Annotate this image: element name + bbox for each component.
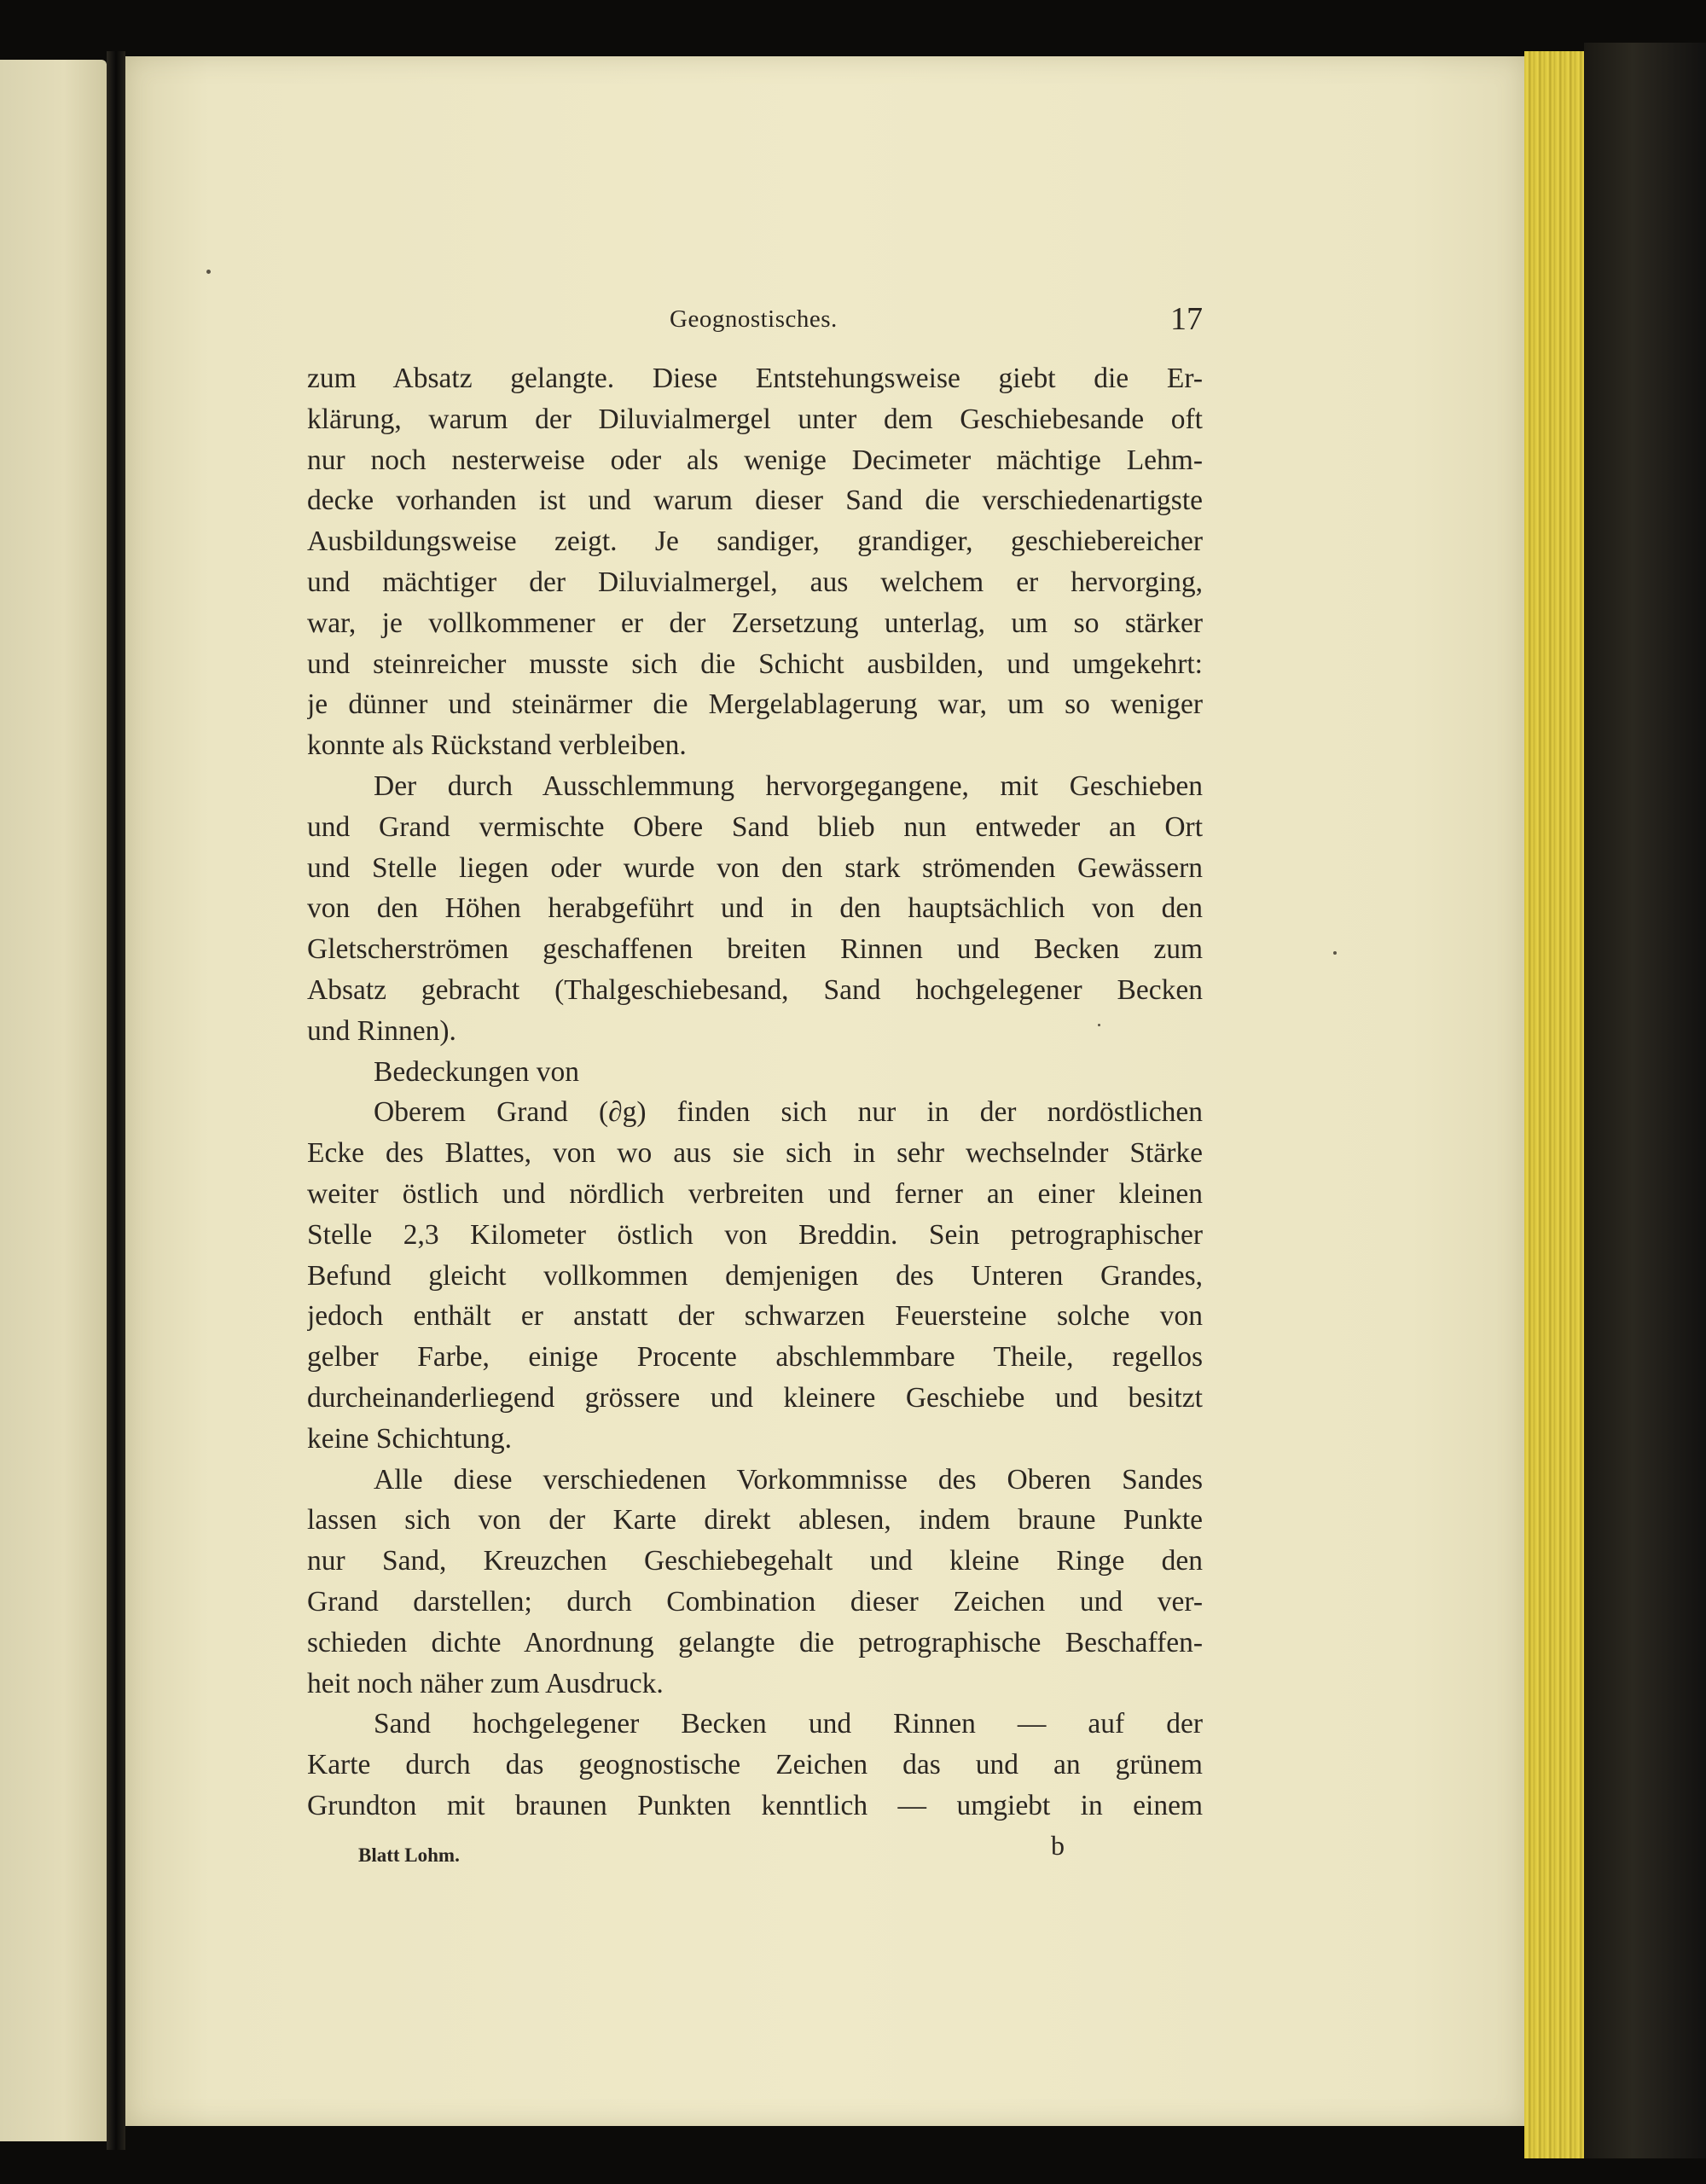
book-gutter <box>107 51 125 2150</box>
running-title: Geognostisches. <box>670 305 838 333</box>
text-line: schieden dichte Anordnung gelangte die petrographische Beschaffen- <box>307 1626 1203 1658</box>
text-line-heading: Sand hochgelegener Becken und Rinnen — auf der <box>374 1708 1203 1740</box>
text-line: Gletscherströmen geschaffenen breiten Rinnen und Becken zum <box>307 933 1203 966</box>
text-line: von den Höhen herabgeführt und in den hauptsächlich von den <box>307 892 1203 925</box>
text-line: Karte durch das geognostische Zeichen das und an grünem <box>307 1749 1203 1781</box>
text-line: decke vorhanden ist und warum dieser Sand die verschiedenartigste <box>307 485 1203 517</box>
page-number: 17 <box>1170 301 1203 337</box>
text-line: Grundton mit braunen Punkten kenntlich — umgiebt in einem <box>307 1789 1203 1821</box>
text-line: nur noch nesterweise oder als wenige Decimeter mächtige Lehm- <box>307 444 1203 476</box>
text-line: durcheinanderliegend grössere und kleinere Geschiebe und besitzt <box>307 1381 1203 1414</box>
text-line: weiter östlich und nördlich verbreiten und ferner an einer kleinen <box>307 1177 1203 1210</box>
text-line: und Stelle liegen oder wurde von den stark strömenden Gewässern <box>307 851 1203 884</box>
text-line: Stelle 2,3 Kilometer östlich von Breddin. Sein petrographischer <box>307 1218 1203 1251</box>
text-line: Alle diese verschiedenen Vorkommnisse des Oberen Sandes <box>374 1463 1203 1496</box>
text-line: Absatz gebracht (Thalgeschiebesand, Sand hochgelegener Becken <box>307 973 1203 1006</box>
signature-mark: Blatt Lohm. <box>358 1844 460 1866</box>
text-line: und Rinnen). <box>307 1014 456 1047</box>
text-line: und Grand vermischte Obere Sand blieb nun entweder an Ort <box>307 810 1203 843</box>
paper-speck <box>206 270 211 274</box>
text-line: heit noch näher zum Ausdruck. <box>307 1667 664 1699</box>
text-line: gelber Farbe, einige Procente abschlemmbare Theile, regellos <box>307 1341 1203 1374</box>
gilt-page-edges <box>1524 51 1587 2158</box>
sheet-mark: b <box>1051 1830 1065 1861</box>
left-page-edge <box>0 60 107 2141</box>
text-line: lassen sich von der Karte direkt ablesen, indem braune Punkte <box>307 1504 1203 1536</box>
text-line: und mächtiger der Diluvialmergel, aus welchem er hervorging, <box>307 566 1203 598</box>
paper-speck <box>1333 951 1337 955</box>
text-line: Der durch Ausschlemmung hervorgegangene, mit Geschieben <box>374 770 1203 802</box>
text-line: Ausbildungsweise zeigt. Je sandiger, grandiger, geschiebereicher <box>307 526 1203 558</box>
text-line: und steinreicher musste sich die Schicht ausbilden, und umgekehrt: <box>307 648 1203 680</box>
text-line: je dünner und steinärmer die Mergelablagerung war, um so weniger <box>307 688 1203 721</box>
running-header <box>307 300 1203 341</box>
text-line: konnte als Rückstand verbleiben. <box>307 729 687 762</box>
book-cover-edge <box>1584 43 1706 2158</box>
text-line: Ecke des Blattes, von wo aus sie sich in sehr wechselnder Stärke <box>307 1137 1203 1170</box>
text-line: klärung, warum der Diluvialmergel unter dem Geschiebesande oft <box>307 403 1203 435</box>
text-line: jedoch enthält er anstatt der schwarzen Feuersteine solche von <box>307 1300 1203 1333</box>
text-line: Grand darstellen; durch Combination dieser Zeichen und ver- <box>307 1585 1203 1618</box>
text-line: Befund gleicht vollkommen demjenigen des Unteren Grandes, <box>307 1259 1203 1292</box>
text-line-heading: Oberem Grand (∂g) finden sich nur in der nordöstlichen <box>374 1096 1203 1129</box>
text-line: Bedeckungen von <box>374 1055 579 1088</box>
body-text <box>307 358 1203 1827</box>
text-line: keine Schichtung. <box>307 1422 513 1455</box>
text-line: zum Absatz gelangte. Diese Entstehungsweise giebt die Er- <box>307 363 1203 394</box>
text-line: nur Sand, Kreuzchen Geschiebegehalt und kleine Ringe den <box>307 1545 1203 1577</box>
text-line: war, je vollkommener er der Zersetzung unterlag, um so stärker <box>307 607 1203 639</box>
